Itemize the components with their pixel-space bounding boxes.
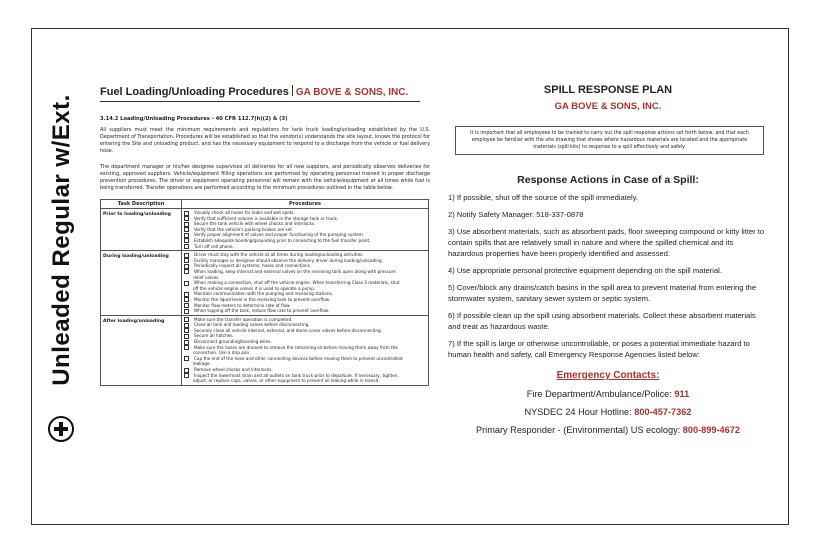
checkbox-icon: [184, 297, 189, 302]
header-separator: [292, 85, 293, 96]
procedure-text: relief valves.: [193, 274, 220, 280]
procedure-text: Verify proper alignment of valves and proper functioning of the pumping system.: [194, 232, 365, 238]
action-step: 4) Use appropriate personal protective equipment depending on the spill material.: [448, 266, 722, 275]
checkbox-icon: [184, 244, 189, 249]
task-cell: During loading/unloading: [101, 251, 182, 316]
spill-plan-company: GA BOVE & SONS, INC.: [554, 101, 662, 112]
procedure-text: off the vehicle engine unless it is used to operate a pump.: [193, 285, 316, 291]
procedure-text: connection. Use a drip pan.: [193, 350, 251, 356]
plus-circle-icon: [48, 416, 74, 442]
procedure-text: Monitor flow meters to determine rate of flow.: [194, 302, 291, 308]
procedure-text: Make sure the transfer operation is completed.: [194, 316, 293, 322]
checkbox-icon: [184, 368, 189, 373]
actions-list: [448, 192, 768, 360]
table-row: [101, 315, 429, 385]
spill-plan-panel: [448, 84, 768, 435]
action-step: 3) Use absorbent materials, such as absorbent pads, floor sweeping compound or kitty litter to contain spills that are relatively small in nature and where the spilled chemical and its hazardous properties have been properly identified and assessed.: [448, 227, 765, 258]
checkbox-icon: [184, 269, 189, 274]
section-title: 3.14.2 Loading/Unloading Procedures - 40 CFR 112.7(h)(2) & (3): [100, 116, 288, 122]
spill-plan-title: SPILL RESPONSE PLAN: [543, 84, 673, 96]
col-task-header: Task Description: [101, 200, 182, 209]
paragraph-1: All suppliers must meet the minimum requirements and regulations for tank truck loading/unloading established by the U.S. Department of Transportation. Procedures will be established so that the vendor(s) understands the site layout, knows the protocol for entering the Site and unloading product, and has the necessary equipment to respond to a discharge from the vehicle or fuel delivery hose.: [100, 127, 430, 154]
procedure-text: adjust, or replace caps, valves, or other equipment to prevent oil leaking while in transit.: [193, 378, 380, 384]
procedure-text: Visually check all hoses for leaks and wet spots.: [194, 210, 295, 215]
procedure-text: Make sure the hoses are drained to remove the remaining oil before moving them away from the: [194, 344, 398, 350]
checkbox-icon: [184, 309, 189, 314]
procedure-text: Close all tank and loading valves before disconnecting.: [194, 322, 310, 328]
procedure-text: Turn off cell phone.: [194, 243, 234, 249]
contact-label: NYSDEC 24 Hour Hotline:: [524, 407, 635, 417]
procedure-text: Verify that sufficient volume is available in the storage tank or truck.: [194, 215, 339, 221]
procedures-title: Fuel Loading/Unloading Procedures: [100, 86, 289, 98]
action-step: 5) Cover/block any drains/catch basins in the spill area to prevent material from entering the stormwater system, sanitary sewer system or septic system.: [448, 283, 757, 303]
checkbox-icon: [184, 222, 189, 227]
contact-fire: [448, 389, 768, 399]
procedures-panel: [100, 80, 430, 386]
procedure-text: When making a connection, shut off the vehicle engine. When transferring Class 3 materials, shut: [194, 280, 400, 286]
contact-label: Fire Department/Ambulance/Police:: [526, 389, 675, 399]
checkbox-icon: [184, 340, 189, 345]
task-cell: Prior to loading/unloading: [101, 209, 182, 251]
action-step: 2) Notify Safety Manager: 518-337-0878: [448, 210, 584, 219]
procedure-item: [184, 244, 426, 250]
procedure-text: Disconnect grounding/bonding wires.: [194, 339, 272, 345]
contact-nysdec: [448, 407, 768, 417]
col-procedures-header: Procedures: [182, 200, 429, 209]
procedure-text: When loading, keep internal and external valves on the receiving tank open along with pressure: [194, 268, 396, 274]
procedure-item: [184, 356, 426, 362]
procedure-text: Facility manager or designee should observe the delivery driver during loading/unloading.: [194, 257, 384, 263]
action-step: 1) If possible, shut off the source of the spill immediately.: [448, 193, 639, 202]
emergency-heading: Emergency Contacts:: [556, 370, 660, 381]
procedure-text: Secure the tank vehicle with wheel chocks and interlocks.: [194, 221, 316, 227]
procedure-text: Establish adequate bonding/grounding prior to connecting to the fuel transfer point.: [194, 237, 371, 243]
procedure-text: Monitor the liquid level in the receiving tank to prevent overflow.: [194, 296, 331, 302]
contact-label: Primary Responder - (Environmental) US ecology:: [475, 425, 683, 435]
checkbox-icon: [184, 238, 189, 243]
paragraph-2: The department manager or his/her designee supervises oil deliveries for all new suppliers, and periodically observes deliveries for existing, approved suppliers. Vehicle/equipment filling operations are performed by operating personnel trained in proper discharge prevention procedures. The driver or equipment operating personnel will remain with the vehicle/equipment at all times while fuel is being transferred. Transfer operations are performed according to the minimum procedures outlined in the table below.: [100, 164, 430, 191]
intro-box: It is important that all employees to be trained to carry out the spill response actions set forth below, and that each employee be familiar with the site drawing that shows where hazardous materials are located and the appropriate materials (spill kits) to response to a spill effectively and safely.: [455, 126, 764, 155]
procedure-text: Maintain communication with the pumping and receiving stations.: [194, 291, 334, 297]
side-label: Unleaded Regular w/Ext.: [48, 94, 75, 386]
procedure-item: [184, 308, 426, 314]
table-row: [101, 251, 429, 316]
procedure-text: When topping off the tank, reduce flow rate to prevent overflow.: [194, 308, 330, 314]
procedures-header: [100, 80, 420, 102]
procedure-text: Securely close all vehicle internal, external, and dome cover valves before disconnecting.: [194, 327, 383, 333]
checkbox-icon: [184, 281, 189, 286]
procedure-item: [184, 269, 426, 275]
checkbox-icon: [184, 253, 189, 258]
procedures-cell: [182, 251, 429, 316]
actions-heading: Response Actions in Case of a Spill:: [517, 174, 699, 186]
procedure-text: Cap the end of the hose and other connecting devices before moving them to prevent uncontrolled: [194, 355, 403, 361]
procedure-text: Driver must stay with the vehicle at all times during loading/unloading activities.: [194, 252, 364, 258]
action-step: 6) If possible clean up the spill using absorbent materials. Collect these absorbent materials and treat as hazardous waste.: [448, 311, 756, 331]
procedure-item: [184, 280, 426, 286]
procedure-text: Verify that the vehicle's parking brakes are set.: [194, 226, 294, 232]
table-row: [101, 209, 429, 251]
procedure-text: Secure all hatches.: [194, 333, 234, 339]
procedures-table: [100, 199, 429, 386]
procedures-cell: [182, 315, 429, 385]
checkbox-icon: [184, 211, 189, 216]
procedures-table-body: [101, 209, 429, 386]
contact-responder: [448, 425, 768, 435]
procedures-cell: [182, 209, 429, 251]
contact-number: 800-457-7362: [634, 407, 692, 417]
procedure-text: Remove wheel chocks and interlocks.: [194, 367, 273, 373]
procedure-item: [184, 378, 426, 384]
procedure-text: leakage.: [193, 361, 211, 367]
procedure-text: Periodically inspect all systems, hoses and connections.: [194, 263, 312, 269]
contact-number: 800-899-4672: [682, 425, 740, 435]
procedure-text: Inspect the lowermost drain and all outlets on tank truck prior to departure. If necessary, tighten,: [194, 372, 399, 378]
action-step: 7) If the spill is large or otherwise uncontrollable, or poses a potential immediate hazard to human health and safety, call Emergency Response Agencies listed below:: [448, 339, 750, 359]
task-cell: After loading/unloading: [101, 315, 182, 385]
contact-number: 911: [674, 389, 690, 399]
procedures-company: GA BOVE & SONS, INC.: [295, 87, 409, 98]
